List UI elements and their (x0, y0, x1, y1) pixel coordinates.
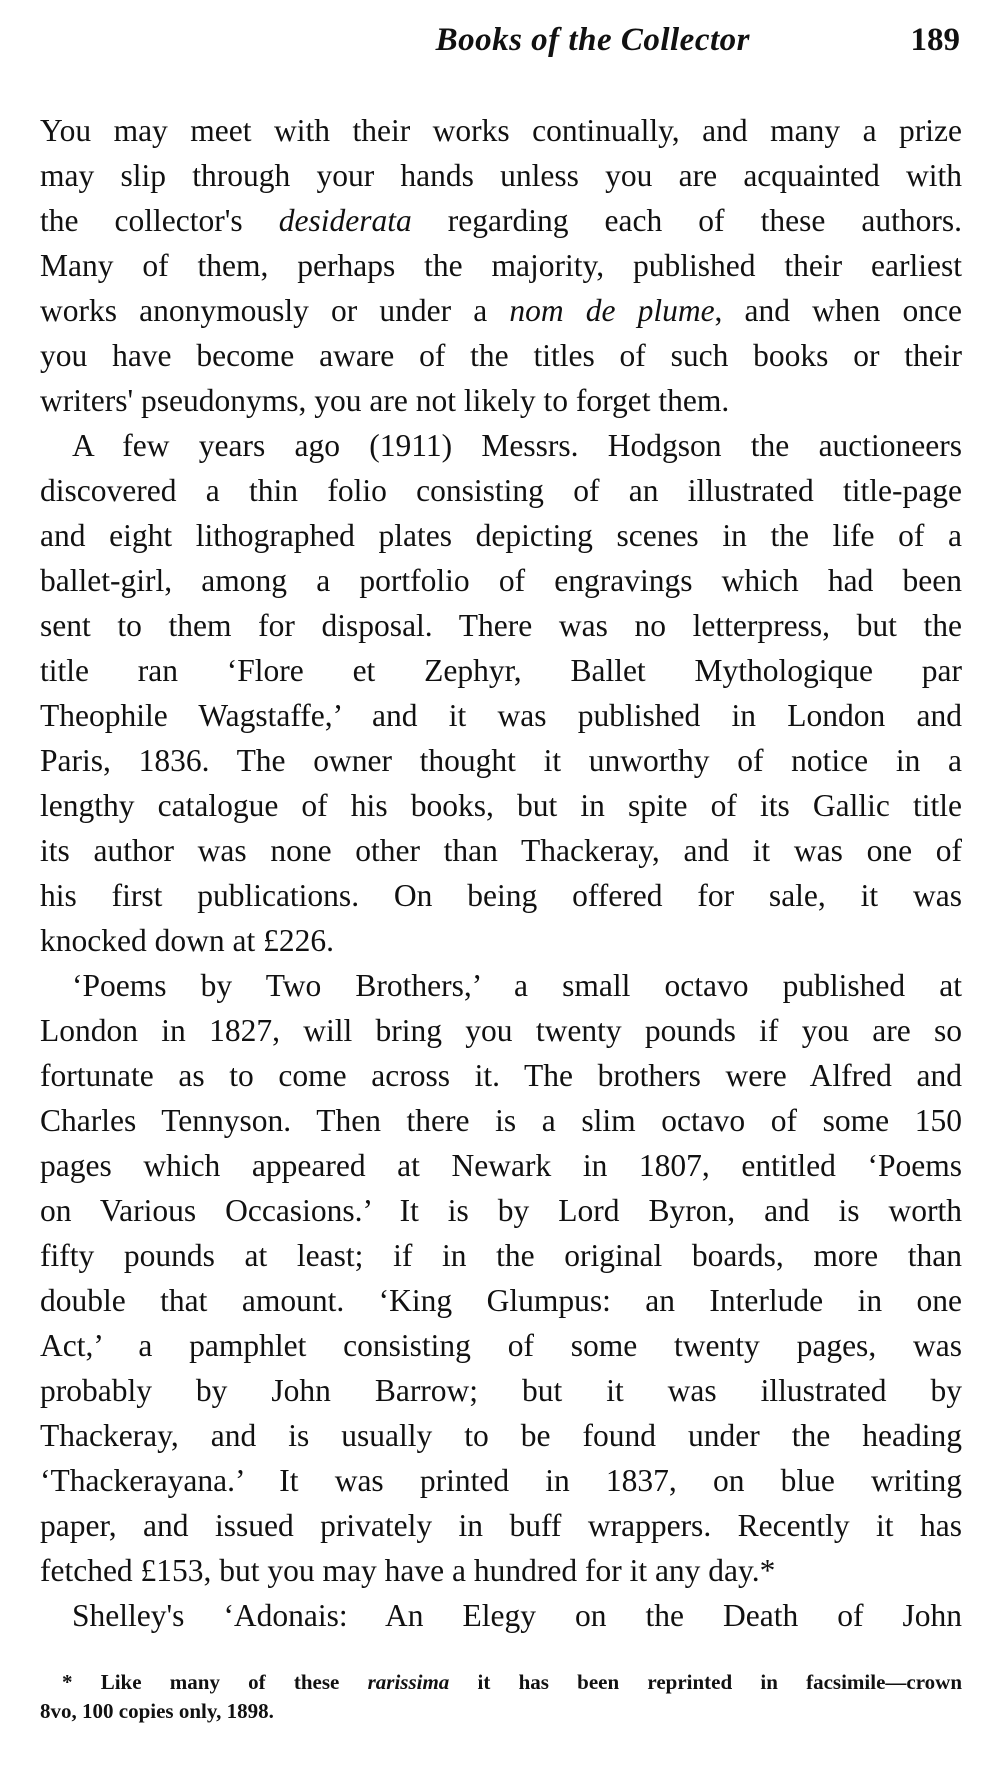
text-line: on Various Occasions.’ It is by Lord Byron, and is worth (40, 1193, 962, 1228)
text-fragment: regarding each of these authors. (411, 203, 962, 238)
footnote-fragment: * Like many of these (62, 1670, 368, 1694)
text-line: pages which appeared at Newark in 1807, entitled ‘Poems (40, 1148, 962, 1183)
text-line: lengthy catalogue of his books, but in spite of its Gallic title (40, 788, 962, 823)
text-line (40, 198, 962, 243)
text-line: may slip through your hands unless you are acquainted with (40, 158, 962, 193)
text-line: and eight lithographed plates depicting scenes in the life of a (40, 518, 962, 553)
text-line: knocked down at £226. (40, 923, 334, 958)
text-line: discovered a thin folio consisting of an illustrated title-page (40, 473, 962, 508)
text-line: title ran ‘Flore et Zephyr, Ballet Mythologique par (40, 653, 962, 688)
text-line: ‘Thackerayana.’ It was printed in 1837, on blue writing (40, 1463, 962, 1498)
text-line: London in 1827, will bring you twenty pounds if you are so (40, 1013, 962, 1048)
text-fragment: , and when once (714, 293, 962, 328)
footnote-line: 8vo, 100 copies only, 1898. (40, 1699, 274, 1723)
text-line: Thackeray, and is usually to be found under the heading (40, 1418, 962, 1453)
italic-term-desiderata: desiderata (278, 203, 412, 238)
footnote (40, 1668, 962, 1726)
text-fragment: works anonymously or under a (40, 293, 510, 328)
text-line: fifty pounds at least; if in the original boards, more than (40, 1238, 962, 1273)
text-line: Theophile Wagstaffe,’ and it was published in London and (40, 698, 962, 733)
footnote-fragment: it has been reprinted in facsimile—crown (449, 1670, 963, 1694)
text-line: his first publications. On being offered for sale, it was (40, 878, 962, 913)
text-line: paper, and issued privately in buff wrappers. Recently it has (40, 1508, 962, 1543)
text-line: You may meet with their works continually, and many a prize (40, 113, 962, 148)
text-line: Act,’ a pamphlet consisting of some twenty pages, was (40, 1328, 962, 1363)
text-line: writers' pseudonyms, you are not likely to forget them. (40, 383, 730, 418)
text-line: its author was none other than Thackeray, and it was one of (40, 833, 962, 868)
text-line: Many of them, perhaps the majority, published their earliest (40, 248, 962, 283)
text-line: A few years ago (1911) Messrs. Hodgson the auctioneers (72, 428, 962, 463)
text-line (40, 288, 962, 333)
running-head (40, 22, 962, 70)
text-fragment: the collector's (40, 203, 279, 238)
footnote-line (40, 1668, 962, 1697)
italic-term-nom-de-plume: nom de plume (509, 293, 715, 328)
text-line: double that amount. ‘King Glumpus: an Interlude in one (40, 1283, 962, 1318)
text-line: you have become aware of the titles of such books or their (40, 338, 962, 373)
text-line: probably by John Barrow; but it was illustrated by (40, 1373, 962, 1408)
text-line: Charles Tennyson. Then there is a slim octavo of some 150 (40, 1103, 962, 1138)
body-text (40, 108, 962, 1638)
text-line: Paris, 1836. The owner thought it unworthy of notice in a (40, 743, 962, 778)
text-line: ‘Poems by Two Brothers,’ a small octavo published at (72, 968, 962, 1003)
page-number: 189 (910, 22, 960, 58)
running-title: Books of the Collector (435, 22, 750, 58)
text-line: sent to them for disposal. There was no letterpress, but the (40, 608, 962, 643)
text-line: fetched £153, but you may have a hundred for it any day.* (40, 1553, 776, 1588)
text-line: ballet-girl, among a portfolio of engravings which had been (40, 563, 962, 598)
text-line: fortunate as to come across it. The brothers were Alfred and (40, 1058, 962, 1093)
italic-term-rarissima: rarissima (367, 1670, 450, 1694)
text-line: Shelley's ‘Adonais: An Elegy on the Death of John (72, 1598, 962, 1633)
